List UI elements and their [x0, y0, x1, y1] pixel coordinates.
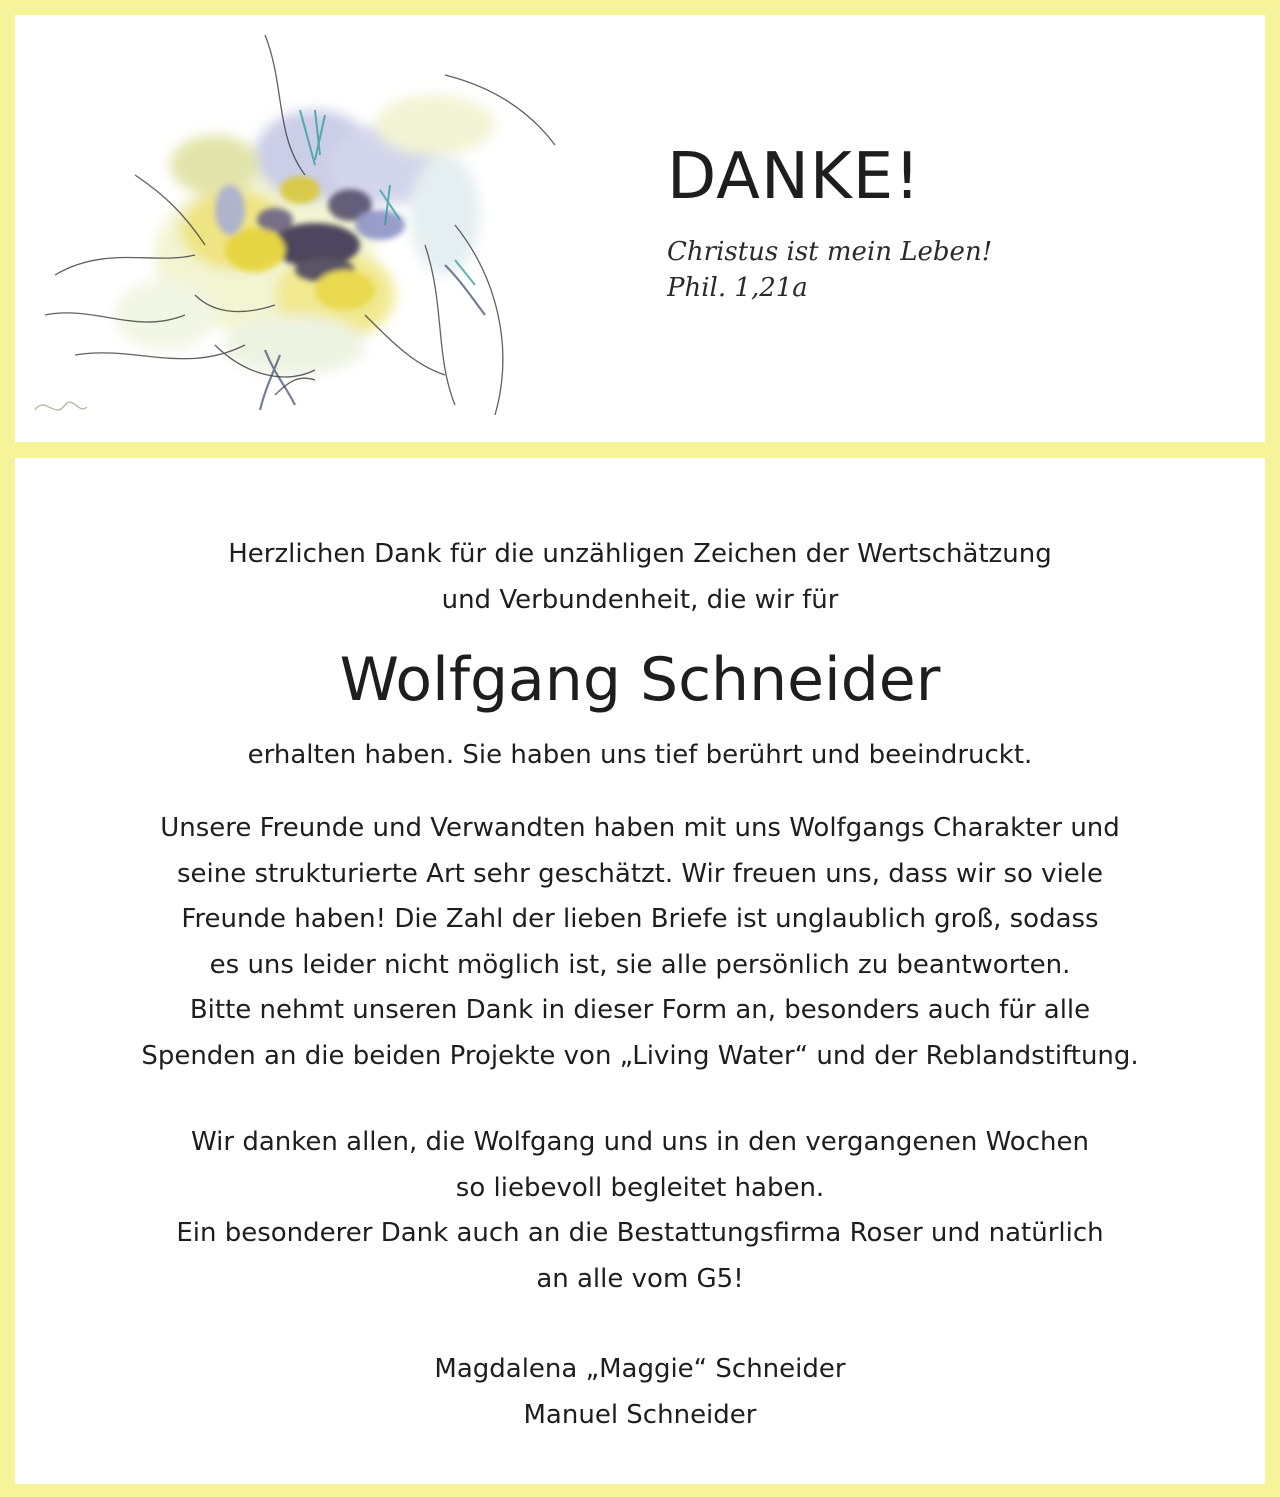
thanks-paragraph-1 — [15, 806, 1265, 1079]
paragraph-line: es uns leider nicht möglich ist, sie alle persönlich zu beantworten. — [209, 949, 1071, 980]
bible-verse-line-1: Christus ist mein Leben! — [667, 237, 993, 267]
paragraph-line: Wir danken allen, die Wolfgang und uns in den vergangenen Wochen — [191, 1127, 1089, 1157]
message-panel — [15, 458, 1265, 1484]
bible-verse-reference: Phil. 1,21a — [667, 273, 808, 303]
received-text: erhalten haben. Sie haben uns tief berührt und beeindruckt. — [247, 740, 1033, 770]
intro-line: und Verbundenheit, die wir für — [441, 584, 839, 615]
paragraph-line: so liebevoll begleitet haben. — [455, 1172, 825, 1203]
intro-line: Herzlichen Dank für die unzähligen Zeichen der Wertschätzung — [228, 539, 1052, 569]
thanks-paragraph-2 — [15, 1120, 1265, 1302]
paragraph-line: Unsere Freunde und Verwandten haben mit uns Wolfgangs Charakter und — [160, 813, 1120, 843]
signature-name: Magdalena „Maggie“ Schneider — [434, 1354, 846, 1384]
paragraph-line: Ein besonderer Dank auch an die Bestattungsfirma Roser und natürlich — [176, 1218, 1104, 1248]
header-panel — [15, 15, 1265, 442]
paragraph-line: Bitte nehmt unseren Dank in dieser Form an, besonders auch für alle — [189, 995, 1091, 1025]
paragraph-line: an alle vom G5! — [536, 1263, 744, 1294]
signatures — [15, 1347, 1265, 1438]
intro-text — [15, 532, 1265, 623]
paragraph-line: seine strukturierte Art sehr geschätzt. Wir freuen uns, dass wir so viele — [176, 858, 1104, 889]
signature-name: Manuel Schneider — [523, 1399, 757, 1430]
paragraph-line: Freunde haben! Die Zahl der lieben Briefe ist unglaublich groß, sodass — [181, 904, 1099, 934]
header-text-group — [667, 140, 993, 306]
received-line — [15, 733, 1265, 779]
paragraph-line: Spenden an die beiden Projekte von „Living Water“ und der Reblandstiftung. — [141, 1040, 1139, 1071]
watercolor-flower-painting — [15, 15, 620, 442]
danke-heading: DANKE! — [667, 140, 921, 214]
deceased-name: Wolfgang Schneider — [339, 645, 941, 715]
